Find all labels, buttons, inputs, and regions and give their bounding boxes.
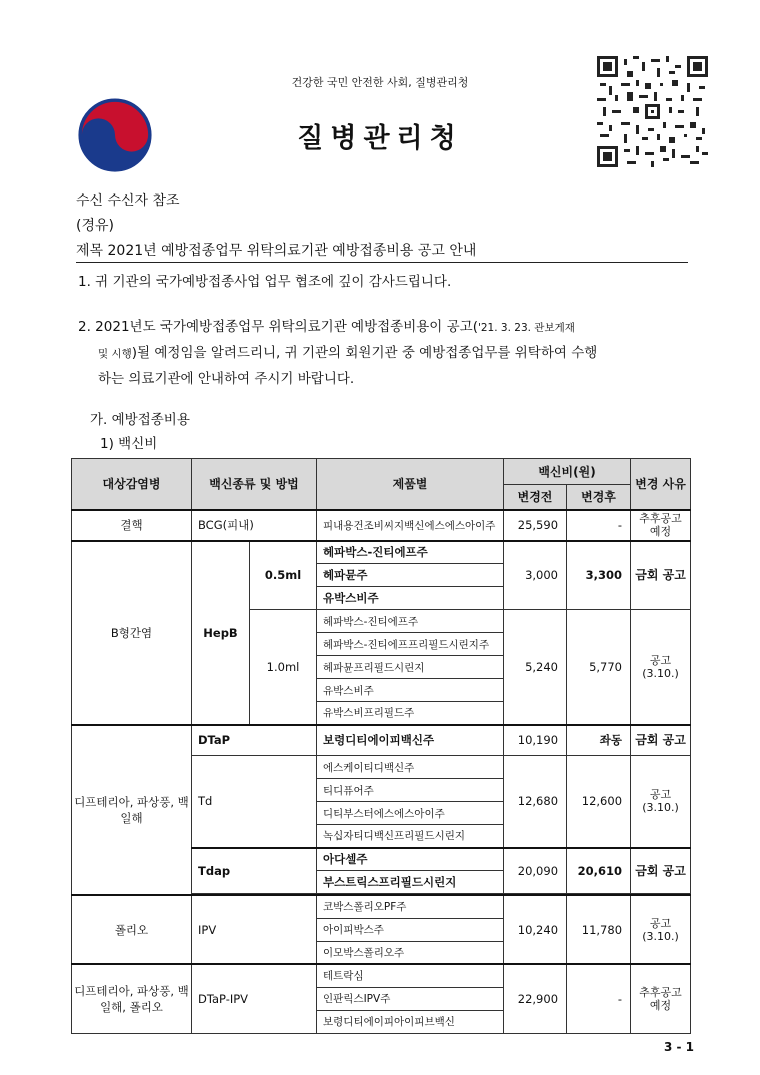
dose-cell: 0.5ml [250, 541, 317, 610]
after-cell: 20,610 [567, 848, 631, 894]
disease-cell: B형간염 [72, 541, 192, 725]
before-cell: 10,240 [504, 895, 567, 964]
header-product: 제품별 [317, 459, 504, 510]
vaccine-cell: Td [192, 756, 317, 848]
header-reason: 변경 사유 [631, 459, 691, 510]
before-cell: 25,590 [504, 510, 567, 541]
reason-cell: 공고 (3.10.) [631, 756, 691, 848]
vaccine-cost-table [71, 458, 691, 1034]
kdca-logo [76, 96, 154, 174]
product-cell: 아다셀주 [317, 848, 504, 871]
after-cell: - [567, 510, 631, 541]
paragraph-2-c: 하는 의료기관에 안내하여 주시기 바랍니다. [98, 371, 355, 387]
section-1: 1) 백신비 [100, 436, 158, 452]
before-cell: 3,000 [504, 541, 567, 610]
via-line: (경유) [76, 218, 114, 234]
product-cell: 인판릭스IPV주 [317, 987, 504, 1010]
product-cell: 보령디티에이피백신주 [317, 725, 504, 756]
subject-divider [76, 262, 688, 263]
header-after: 변경후 [567, 485, 631, 510]
vaccine-cell: HepB [192, 541, 250, 725]
paragraph-2-small-2: 및 시행 [98, 348, 132, 360]
reason-cell: 추후공고 예정 [631, 964, 691, 1033]
header-cost: 백신비(원) [504, 459, 631, 485]
before-cell: 5,240 [504, 610, 567, 725]
header-vaccine: 백신종류 및 방법 [192, 459, 317, 510]
slogan: 건강한 국민 안전한 사회, 질병관리청 [291, 76, 469, 89]
reason-cell: 공고 (3.10.) [631, 895, 691, 964]
product-cell: 아이피박스주 [317, 918, 504, 941]
before-cell: 10,190 [504, 725, 567, 756]
product-cell: 티디퓨어주 [317, 779, 504, 802]
product-cell: 이모박스폴리오주 [317, 941, 504, 964]
paragraph-1: 1. 귀 기관의 국가예방접종사업 업무 협조에 깊이 감사드립니다. [78, 274, 452, 290]
paragraph-2-a: 2. 2021년도 국가예방접종업무 위탁의료기관 예방접종비용이 공고( [78, 319, 478, 335]
section-ga: 가. 예방접종비용 [90, 412, 190, 428]
vaccine-cell: Tdap [192, 848, 317, 894]
dose-cell: 1.0ml [250, 610, 317, 725]
product-cell: 헤파박스-진티에프주 [317, 610, 504, 633]
product-cell: 에스케이티디백신주 [317, 756, 504, 779]
disease-cell: 디프테리아, 파상풍, 백일해 [72, 725, 192, 896]
reason-cell: 추후공고 예정 [631, 510, 691, 541]
page-number: 3 - 1 [664, 1040, 695, 1054]
subject-line: 제목 2021년 예방접종업무 위탁의료기관 예방접종비용 공고 안내 [76, 243, 477, 259]
header-disease: 대상감염병 [72, 459, 192, 510]
product-cell: 보령디티에이피아이피브백신 [317, 1010, 504, 1033]
after-cell: - [567, 964, 631, 1033]
product-cell: 테트락심 [317, 964, 504, 987]
qr-code-icon [597, 56, 708, 167]
after-cell: 3,300 [567, 541, 631, 610]
vaccine-cell: DTaP-IPV [192, 964, 317, 1033]
receiver-line: 수신 수신자 참조 [76, 193, 180, 209]
org-title: 질병관리청 [297, 123, 463, 154]
after-cell: 11,780 [567, 895, 631, 964]
disease-cell: 폴리오 [72, 895, 192, 964]
header-before: 변경전 [504, 485, 567, 510]
product-cell: 유박스비주 [317, 679, 504, 702]
paragraph-2-small-1: '21. 3. 23. 관보게재 [477, 322, 575, 334]
product-cell: 녹십자티디백신프리필드시린지 [317, 825, 504, 848]
product-cell: 헤파뮨주 [317, 564, 504, 587]
product-cell: 헤파박스-진티에프주 [317, 541, 504, 564]
disease-cell: 결핵 [72, 510, 192, 541]
product-cell: 피내용건조비씨지백신에스에스아이주 [317, 510, 504, 541]
after-cell: 좌동 [567, 725, 631, 756]
product-cell: 코박스폴리오PF주 [317, 895, 504, 918]
paragraph-2 [78, 315, 698, 392]
vaccine-cell: BCG(피내) [192, 510, 317, 541]
product-cell: 유박스비프리필드주 [317, 702, 504, 725]
product-cell: 유박스비주 [317, 587, 504, 610]
product-cell: 헤파박스-진티에프프리필드시린지주 [317, 633, 504, 656]
disease-cell: 디프테리아, 파상풍, 백일해, 폴리오 [72, 964, 192, 1033]
paragraph-2-b: )될 예정임을 알려드리니, 귀 기관의 회원기관 중 예방접종업무를 위탁하여 수행 [131, 345, 598, 361]
reason-cell: 금회 공고 [631, 725, 691, 756]
reason-cell: 공고 (3.10.) [631, 610, 691, 725]
product-cell: 디티부스터에스에스아이주 [317, 802, 504, 825]
product-cell: 부스트릭스프리필드시린지 [317, 871, 504, 894]
product-cell: 헤파뮨프리필드시린지 [317, 656, 504, 679]
vaccine-cell: DTaP [192, 725, 317, 756]
before-cell: 22,900 [504, 964, 567, 1033]
reason-cell: 금회 공고 [631, 848, 691, 894]
vaccine-cell: IPV [192, 895, 317, 964]
before-cell: 20,090 [504, 848, 567, 894]
reason-cell: 금회 공고 [631, 541, 691, 610]
after-cell: 5,770 [567, 610, 631, 725]
before-cell: 12,680 [504, 756, 567, 848]
after-cell: 12,600 [567, 756, 631, 848]
